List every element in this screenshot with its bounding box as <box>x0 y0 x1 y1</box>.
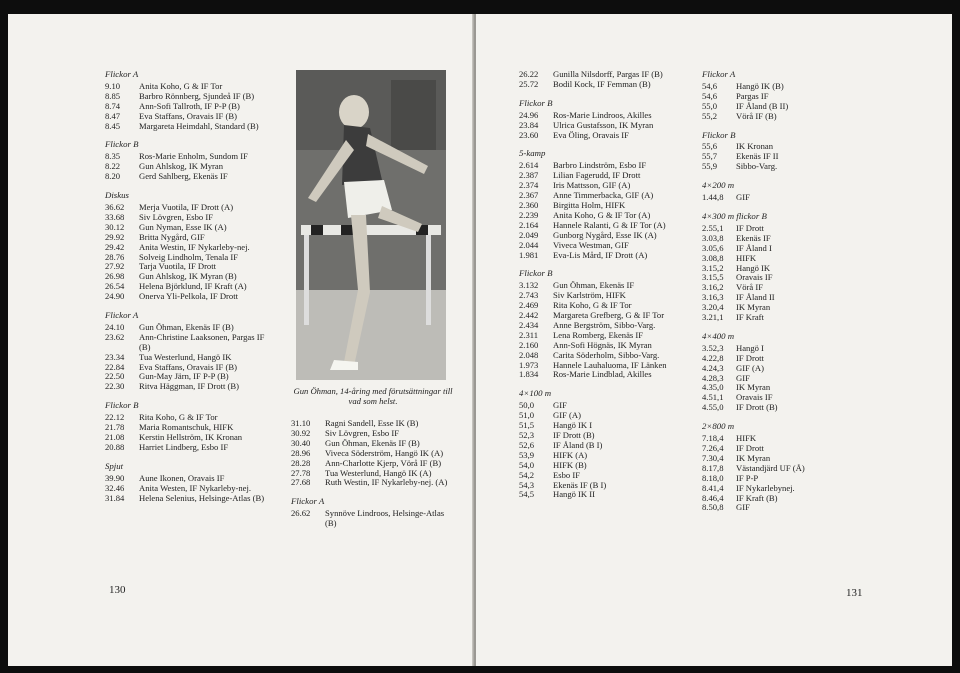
result-value: 2.239 <box>519 209 539 220</box>
result-value: 7.30,4 <box>702 452 724 463</box>
result-value: 4.22,8 <box>702 352 724 363</box>
athlete-club: GIF (A) <box>736 362 764 373</box>
result-value: 2.160 <box>519 339 539 350</box>
result-row <box>519 481 699 491</box>
result-value: 27.92 <box>105 261 125 272</box>
result-value: 23.60 <box>519 129 539 140</box>
result-value: 32.46 <box>105 482 125 493</box>
athlete-club: Hannele Lauhaluoma, IF Länken <box>553 359 667 370</box>
result-value: 27.68 <box>291 477 311 488</box>
athlete-club: Margareta Heimdahl, Standard (B) <box>139 120 259 131</box>
right-page <box>476 14 952 666</box>
result-value: 26.54 <box>105 281 125 292</box>
section-heading: Flickor B <box>105 400 139 411</box>
result-value: 54,3 <box>519 479 535 490</box>
athlete-club: Birgitta Holm, HIFK <box>553 199 626 210</box>
left-page <box>8 14 474 666</box>
section-heading: Flickor B <box>105 139 139 150</box>
result-value: 54,5 <box>519 489 535 500</box>
result-row <box>519 421 699 431</box>
athlete-club: Tua Westerlund, Hangö IK (A) <box>325 467 432 478</box>
athlete-club: Eva Öling, Oravais IF <box>553 129 629 140</box>
athlete-club: HIFK (B) <box>553 459 587 470</box>
result-value: 2.367 <box>519 190 539 201</box>
athlete-club: Anita Koho, G & IF Tor (A) <box>553 209 651 220</box>
section-heading: Flickor A <box>702 69 736 79</box>
result-row <box>702 344 852 354</box>
result-row <box>105 382 271 392</box>
result-value: 28.96 <box>291 447 311 458</box>
athlete-club: Gun Öhman, Ekenäs IF <box>553 280 635 291</box>
result-value: 30.12 <box>105 221 125 232</box>
athlete-club: IF P-P <box>736 472 759 483</box>
result-value: 23.62 <box>105 331 125 342</box>
result-row <box>702 244 852 254</box>
result-value: 36.62 <box>105 201 125 212</box>
result-value: 2.374 <box>519 180 539 191</box>
result-value: 3.16,2 <box>702 282 724 293</box>
athlete-club: Anne Bergström, Sibbo-Varg. <box>553 319 656 330</box>
result-value: 2.049 <box>519 229 539 240</box>
hurdler-illustration <box>296 70 446 380</box>
section-heading: Flickor A <box>105 69 139 79</box>
athlete-club: Eva Staffans, Oravais IF (B) <box>139 361 237 372</box>
result-value: 54,6 <box>702 90 718 101</box>
athlete-club: Esbo IF <box>553 469 580 480</box>
result-value: 8.74 <box>105 100 121 111</box>
result-row <box>702 403 852 413</box>
result-value: 2.469 <box>519 300 539 311</box>
result-value: 30.40 <box>291 437 311 448</box>
athlete-club: Aune Ikonen, Oravais IF <box>139 472 225 483</box>
result-row <box>519 471 699 481</box>
athlete-club: HIFK <box>736 433 757 444</box>
result-value: 22.84 <box>105 361 125 372</box>
result-value: 22.50 <box>105 371 125 382</box>
result-row <box>519 451 699 461</box>
athlete-club: Hangö IK (B) <box>736 80 784 91</box>
athlete-club: Gunilla Nilsdorff, Pargas IF (B) <box>553 69 663 79</box>
result-value: 1.834 <box>519 369 539 380</box>
athlete-club: Vörå IF (B) <box>736 110 777 121</box>
athlete-club: IK Myran <box>736 452 771 463</box>
athlete-club: Rita Koho, G & IF Tor <box>139 412 218 423</box>
result-value: 1.44,8 <box>702 192 724 203</box>
result-value: 1.981 <box>519 249 539 260</box>
section-heading: Flickor B <box>519 268 553 279</box>
athlete-club: IF Drott (B) <box>736 402 778 413</box>
athlete-club: Hangö I <box>736 342 764 353</box>
result-value: 3.15,5 <box>702 272 724 283</box>
result-value: 3.21,1 <box>702 312 724 323</box>
result-value: 26.98 <box>105 271 125 282</box>
athlete-club: Ruth Westin, IF Nykarleby-nej. (A) <box>325 477 448 488</box>
athlete-club: Siv Lövgren, Esbo IF <box>325 427 399 438</box>
result-row <box>702 444 852 454</box>
result-value: 3.03,8 <box>702 232 724 243</box>
section-heading: Flickor B <box>519 97 553 108</box>
athlete-club: IF Kraft (B) <box>736 492 778 503</box>
result-row <box>519 411 699 421</box>
athlete-club: Eva-Lis Mård, IF Drott (A) <box>553 249 648 260</box>
result-row <box>105 494 271 504</box>
result-value: 8.47 <box>105 110 121 121</box>
result-value: 4.51,1 <box>702 392 724 403</box>
result-row <box>702 254 852 264</box>
athlete-club: Anita Koho, G & IF Tor <box>139 80 223 91</box>
result-value: 51,5 <box>519 420 535 431</box>
athlete-club: Sibbo-Varg. <box>736 161 778 172</box>
result-value: 8.35 <box>105 151 121 162</box>
result-value: 8.50,8 <box>702 502 724 513</box>
right-page-number: 131 <box>846 587 863 599</box>
result-value: 29.42 <box>105 241 125 252</box>
result-row <box>519 241 699 251</box>
result-value: 2.614 <box>519 160 539 171</box>
left-page-column-2 <box>291 419 457 529</box>
result-value: 4.24,3 <box>702 362 724 373</box>
result-value: 2.442 <box>519 310 539 321</box>
result-value: 4.28,3 <box>702 372 724 383</box>
result-value: 22.30 <box>105 381 125 392</box>
result-value: 2.434 <box>519 319 539 330</box>
athlete-club: Ekenäs IF (B I) <box>553 479 607 490</box>
result-row <box>702 464 852 474</box>
athlete-club: Ritva Häggman, IF Drott (B) <box>139 381 240 392</box>
athlete-club: IF Åland II <box>736 292 775 303</box>
result-row <box>291 478 457 488</box>
athlete-club: Merja Vuotila, IF Drott (A) <box>139 201 234 212</box>
athlete-club: Bodil Kock, IF Femman (B) <box>553 78 651 89</box>
athlete-club: IK Kronan <box>736 141 773 152</box>
athlete-club: IF Drott <box>736 443 764 453</box>
result-value: 55,2 <box>702 110 718 121</box>
result-value: 33.68 <box>105 211 125 222</box>
athlete-club: Vörå IF <box>736 282 763 293</box>
result-row <box>702 102 852 112</box>
athlete-club: Lena Romberg, Ekenäs IF <box>553 329 644 340</box>
result-value: 21.08 <box>105 432 125 442</box>
result-value: 26.22 <box>519 69 539 79</box>
right-page-column-2 <box>702 70 852 513</box>
result-value: 53,9 <box>519 449 535 460</box>
athlete-club: Ekenäs IF <box>736 232 771 243</box>
section-heading: 4×400 m <box>702 330 735 341</box>
athlete-club: Viveca Westman, GIF <box>553 239 629 250</box>
athlete-club: Viveca Söderström, Hangö IK (A) <box>325 447 444 458</box>
left-page-number: 130 <box>109 584 126 596</box>
result-value: 23.84 <box>519 119 539 130</box>
result-row <box>702 162 852 172</box>
result-value: 4.35,0 <box>702 382 724 393</box>
athlete-club: IF Drott <box>736 352 764 363</box>
athlete-club: IK Myran <box>736 382 771 393</box>
athlete-club: Anne Timmerbacka, GIF (A) <box>553 190 654 201</box>
result-value: 3.16,3 <box>702 292 724 303</box>
result-row <box>519 490 699 500</box>
result-row <box>519 431 699 441</box>
athlete-club: Gun Öhman, Ekenäs IF (B) <box>139 321 234 332</box>
result-value: 3.52,3 <box>702 342 724 353</box>
result-row <box>702 303 852 313</box>
photo-caption <box>290 386 456 406</box>
athlete-club: Kerstin Hellström, IK Kronan <box>139 432 243 442</box>
result-row <box>702 503 852 513</box>
athlete-club: IF Åland (B II) <box>736 100 789 111</box>
result-value: 2.048 <box>519 349 539 360</box>
result-value: 9.10 <box>105 80 121 91</box>
result-row <box>105 333 271 353</box>
result-row <box>702 374 852 384</box>
result-value: 3.08,8 <box>702 252 724 263</box>
result-value: 8.46,4 <box>702 492 724 503</box>
result-value: 3.15,2 <box>702 262 724 273</box>
result-value: 2.387 <box>519 170 539 181</box>
result-value: 27.78 <box>291 467 311 478</box>
athlete-club: Ulrica Gustafsson, IK Myran <box>553 119 654 130</box>
result-value: 2.743 <box>519 290 539 301</box>
result-value: 2.164 <box>519 219 539 230</box>
athlete-club: Maria Romantschuk, HIFK <box>139 422 234 433</box>
result-value: 3.05,6 <box>702 242 724 253</box>
result-row <box>105 443 271 453</box>
athlete-club: Siv Karlström, HIFK <box>553 290 626 301</box>
athlete-club: Barbro Lindström, Esbo IF <box>553 160 647 171</box>
result-value: 31.10 <box>291 418 311 428</box>
athlete-club: Tarja Vuotila, IF Drott <box>139 261 217 272</box>
result-value: 55,9 <box>702 161 718 172</box>
result-value: 8.45 <box>105 120 121 131</box>
result-value: 55,7 <box>702 151 718 162</box>
athlete-club: Pargas IF <box>736 90 769 101</box>
result-value: 30.92 <box>291 427 311 438</box>
section-heading: 5-kamp <box>519 148 546 159</box>
right-page-column-1 <box>519 70 699 500</box>
result-row <box>105 292 271 302</box>
athlete-club: GIF <box>736 372 750 383</box>
athlete-club: Margareta Grefberg, G & IF Tor <box>553 310 665 321</box>
result-value: 8.22 <box>105 161 121 172</box>
result-row <box>105 122 271 132</box>
result-row <box>702 434 852 444</box>
athlete-club: Tua Westerlund, Hangö IK <box>139 351 232 362</box>
result-value: 8.20 <box>105 171 121 182</box>
result-value: 28.76 <box>105 251 125 262</box>
section-heading: Diskus <box>105 190 129 201</box>
result-row <box>702 193 852 203</box>
result-value: 55,6 <box>702 141 718 152</box>
athlete-club: Ann-Sofi Tallroth, IF P-P (B) <box>139 100 240 111</box>
athlete-club: Harriet Lindberg, Esbo IF <box>139 441 229 452</box>
result-row <box>702 82 852 92</box>
athlete-club: Lilian Fagerudd, IF Drott <box>553 170 641 181</box>
athlete-club: Hannele Ralanti, G & IF Tor (A) <box>553 219 666 230</box>
athlete-club: Ros-Marie Lindroos, Akilles <box>553 109 652 120</box>
result-row <box>519 131 699 141</box>
result-row <box>702 354 852 364</box>
result-value: 3.132 <box>519 280 539 291</box>
athlete-club: Hangö IK II <box>553 489 595 500</box>
athlete-club: Gunborg Nygård, Esse IK (A) <box>553 229 657 240</box>
result-value: 24.10 <box>105 321 125 332</box>
result-row <box>702 224 852 234</box>
result-value: 8.85 <box>105 90 121 101</box>
result-value: 55,0 <box>702 100 718 111</box>
result-value: 21.78 <box>105 422 125 433</box>
result-value: 2.311 <box>519 329 539 340</box>
athlete-club: Anita Westen, IF Nykarleby-nej. <box>139 482 252 493</box>
result-value: 25.72 <box>519 78 539 89</box>
athlete-club: Ros-Marie Lindblad, Akilles <box>553 369 652 380</box>
athlete-club: Siv Lövgren, Esbo IF <box>139 211 213 222</box>
athlete-club: Hangö IK <box>736 262 771 273</box>
result-row <box>702 494 852 504</box>
left-page-column-1 <box>105 70 271 503</box>
result-row <box>702 383 852 393</box>
result-row <box>702 273 852 283</box>
athlete-club: Gun Öhman, Ekenäs IF (B) <box>325 437 420 448</box>
result-value: 23.34 <box>105 351 125 362</box>
section-heading: 2×800 m <box>702 421 735 432</box>
result-value: 22.12 <box>105 412 125 423</box>
athlete-club: Gerd Sahlberg, Ekenäs IF <box>139 171 228 182</box>
result-value: 24.90 <box>105 291 125 302</box>
result-value: 7.26,4 <box>702 443 724 453</box>
section-heading: 4×100 m <box>519 388 552 399</box>
result-value: 39.90 <box>105 472 125 483</box>
result-row <box>702 264 852 274</box>
result-row <box>702 152 852 162</box>
result-row <box>519 461 699 471</box>
athlete-club: Hangö IK I <box>553 420 593 431</box>
section-heading: 4×200 m <box>702 180 735 191</box>
athlete-club: IF Kraft <box>736 312 764 323</box>
athlete-club: IF Åland I <box>736 242 772 253</box>
result-value: 2.044 <box>519 239 539 250</box>
result-value: 24.96 <box>519 109 539 120</box>
athlete-club: Helena Selenius, Helsinge-Atlas (B) <box>139 492 265 503</box>
result-value: 50,0 <box>519 400 535 411</box>
result-row <box>702 112 852 122</box>
result-row <box>519 80 699 90</box>
athlete-club: Carita Söderholm, Sibbo-Varg. <box>553 349 660 360</box>
result-value: 8.41,4 <box>702 482 724 493</box>
athlete-photo <box>296 70 446 380</box>
result-row <box>702 313 852 323</box>
athlete-club: Oravais IF <box>736 392 773 403</box>
athlete-club: Gun-May Järn, IF P-P (B) <box>139 371 229 382</box>
result-value: 54,6 <box>702 80 718 91</box>
athlete-club: Gun Ahlskog, IK Myran (B) <box>139 271 237 282</box>
result-row <box>105 172 271 182</box>
result-row <box>105 243 271 253</box>
result-value: 51,0 <box>519 410 535 421</box>
athlete-club: IK Myran <box>736 302 771 313</box>
athlete-club: Gun Ahlskog, IK Myran <box>139 161 224 172</box>
result-value: 8.18,0 <box>702 472 724 483</box>
result-value: 54,2 <box>519 469 535 480</box>
result-value: 4.55,0 <box>702 402 724 413</box>
result-row <box>291 509 457 529</box>
athlete-club: GIF (A) <box>553 410 581 421</box>
result-value: 20.88 <box>105 441 125 452</box>
athlete-club: Helena Björklund, IF Kraft (A) <box>139 281 247 292</box>
result-row <box>702 364 852 374</box>
athlete-club: Ragni Sandell, Esse IK (B) <box>325 418 419 428</box>
athlete-club: HIFK <box>736 252 757 263</box>
athlete-club: Ros-Marie Enholm, Sundom IF <box>139 151 248 162</box>
athlete-club: Gun Nyman, Esse IK (A) <box>139 221 227 232</box>
result-value: 1.973 <box>519 359 539 370</box>
athlete-club: IF Åland (B I) <box>553 439 603 450</box>
athlete-club: IF Drott <box>736 222 764 233</box>
result-value: 31.84 <box>105 492 125 503</box>
athlete-club: IF Nykarlebynej. <box>736 482 795 493</box>
result-row <box>519 251 699 261</box>
athlete-club: HIFK (A) <box>553 449 588 460</box>
athlete-club: Eva Staffans, Oravais IF (B) <box>139 110 237 121</box>
athlete-club: Ann-Charlotte Kjerp, Vörå IF (B) <box>325 457 442 468</box>
result-value: 52,6 <box>519 439 535 450</box>
athlete-club: Barbro Rönnberg, Sjundeå IF (B) <box>139 90 255 101</box>
athlete-club: IF Drott (B) <box>553 430 595 440</box>
result-value: 8.17,8 <box>702 462 724 473</box>
result-row <box>702 234 852 244</box>
result-value: 3.20,4 <box>702 302 724 313</box>
result-row <box>519 441 699 451</box>
athlete-club: GIF <box>736 502 750 513</box>
result-value: 52,3 <box>519 430 535 440</box>
result-value: 2.360 <box>519 199 539 210</box>
result-row <box>702 293 852 303</box>
result-row <box>519 370 699 380</box>
section-heading: Spjut <box>105 460 124 471</box>
section-heading: 4×300 m flickor B <box>702 210 767 221</box>
result-value: 26.62 <box>291 508 311 519</box>
section-heading: Flickor B <box>702 129 736 140</box>
result-row <box>702 283 852 293</box>
athlete-club: Oravais IF <box>736 272 773 283</box>
athlete-club: Västandjärd UF (Å) <box>736 462 805 473</box>
athlete-club: GIF <box>553 400 567 411</box>
result-value: 2.55,1 <box>702 222 724 233</box>
athlete-club: Solveig Lindholm, Tenala IF <box>139 251 239 262</box>
photo-caption-text: Gun Öhman, 14-åring med förutsättningar till vad som helst. <box>293 386 453 406</box>
athlete-club: Ann-Sofi Högnäs, IK Myran <box>553 339 652 350</box>
athlete-club: Rita Koho, G & IF Tor <box>553 300 632 311</box>
section-heading: Flickor A <box>291 496 325 507</box>
result-row <box>519 401 699 411</box>
athlete-club: Synnöve Lindroos, Helsinge-Atlas (B) <box>325 508 445 529</box>
athlete-club: GIF <box>736 192 750 203</box>
athlete-club: Anita Westin, IF Nykarleby-nej. <box>139 241 250 252</box>
result-value: 7.18,4 <box>702 433 724 444</box>
athlete-club: Iris Mattsson, GIF (A) <box>553 180 631 191</box>
result-value: 29.92 <box>105 231 125 242</box>
athlete-club: Onerva Yli-Pelkola, IF Drott <box>139 291 238 302</box>
athlete-club: Ekenäs IF II <box>736 151 779 162</box>
athlete-club: Britta Nygård, GIF <box>139 231 205 242</box>
result-value: 54,0 <box>519 459 535 470</box>
result-value: 28.28 <box>291 457 311 468</box>
section-heading: Flickor A <box>105 310 139 321</box>
athlete-club: Ann-Christine Laaksonen, Pargas IF (B) <box>139 331 265 352</box>
